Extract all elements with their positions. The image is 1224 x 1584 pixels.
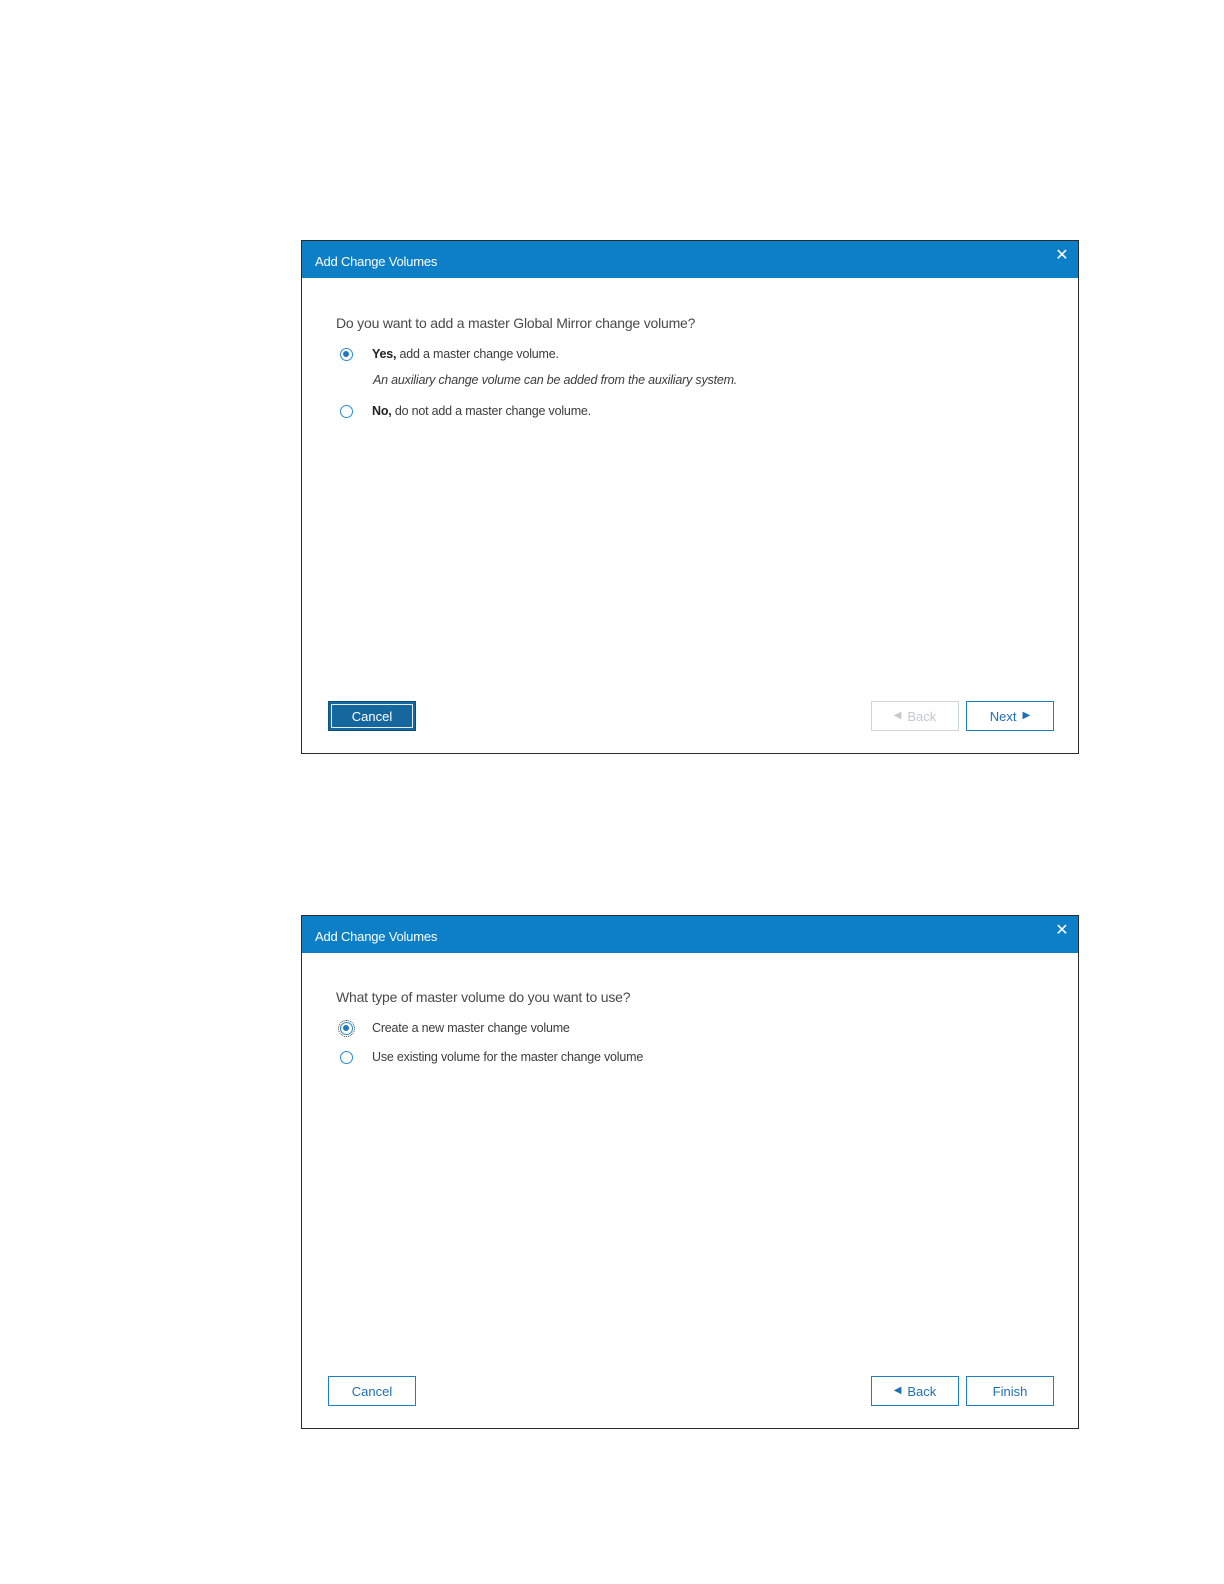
option-yes-text: add a master change volume. bbox=[396, 347, 559, 361]
option-yes-add-master-change-volume[interactable] bbox=[340, 345, 559, 363]
triangle-left-icon: ◀ bbox=[893, 1385, 902, 1396]
back-button-label: Back bbox=[907, 708, 937, 724]
next-button[interactable] bbox=[966, 701, 1054, 731]
close-icon[interactable]: ✕ bbox=[1055, 922, 1069, 939]
cancel-button-label: Cancel bbox=[351, 1383, 393, 1399]
radio-no[interactable] bbox=[340, 405, 353, 418]
close-icon[interactable]: ✕ bbox=[1055, 247, 1069, 264]
question-text: Do you want to add a master Global Mirror change volume? bbox=[336, 315, 696, 331]
cancel-button[interactable] bbox=[328, 1376, 416, 1406]
radio-yes[interactable] bbox=[340, 348, 353, 361]
option-no-add-master-change-volume[interactable] bbox=[340, 402, 591, 420]
option-yes-label bbox=[372, 347, 559, 361]
dialog-title: Add Change Volumes bbox=[315, 929, 438, 944]
back-button[interactable] bbox=[871, 1376, 959, 1406]
radio-use-existing[interactable] bbox=[340, 1051, 353, 1064]
next-button-label: Next bbox=[989, 708, 1017, 724]
back-button-label: Back bbox=[907, 1383, 937, 1399]
add-change-volumes-dialog-step2 bbox=[301, 915, 1079, 1429]
cancel-button[interactable] bbox=[328, 701, 416, 731]
option-create-new-label: Create a new master change volume bbox=[372, 1021, 570, 1035]
dialog-title: Add Change Volumes bbox=[315, 254, 438, 269]
add-change-volumes-dialog-step1 bbox=[301, 240, 1079, 754]
option-no-bold: No, bbox=[372, 404, 392, 418]
dialog-title-bar bbox=[302, 916, 1078, 953]
question-text: What type of master volume do you want to use? bbox=[336, 989, 631, 1005]
finish-button[interactable] bbox=[966, 1376, 1054, 1406]
option-yes-bold: Yes, bbox=[372, 347, 397, 361]
option-use-existing-label: Use existing volume for the master change volume bbox=[372, 1050, 644, 1064]
triangle-left-icon: ◀ bbox=[893, 710, 902, 721]
option-use-existing-volume[interactable] bbox=[340, 1048, 643, 1066]
option-create-new-master-change-volume[interactable] bbox=[340, 1019, 570, 1037]
option-no-text: do not add a master change volume. bbox=[391, 404, 591, 418]
finish-button-label: Finish bbox=[992, 1383, 1028, 1399]
back-button[interactable] bbox=[871, 701, 959, 731]
triangle-right-icon: ▶ bbox=[1022, 710, 1031, 721]
auxiliary-hint-text: An auxiliary change volume can be added from the auxiliary system. bbox=[373, 373, 738, 387]
dialog-title-bar bbox=[302, 241, 1078, 278]
cancel-button-label: Cancel bbox=[351, 708, 393, 724]
radio-create-new[interactable] bbox=[340, 1022, 353, 1035]
option-no-label bbox=[372, 404, 591, 418]
